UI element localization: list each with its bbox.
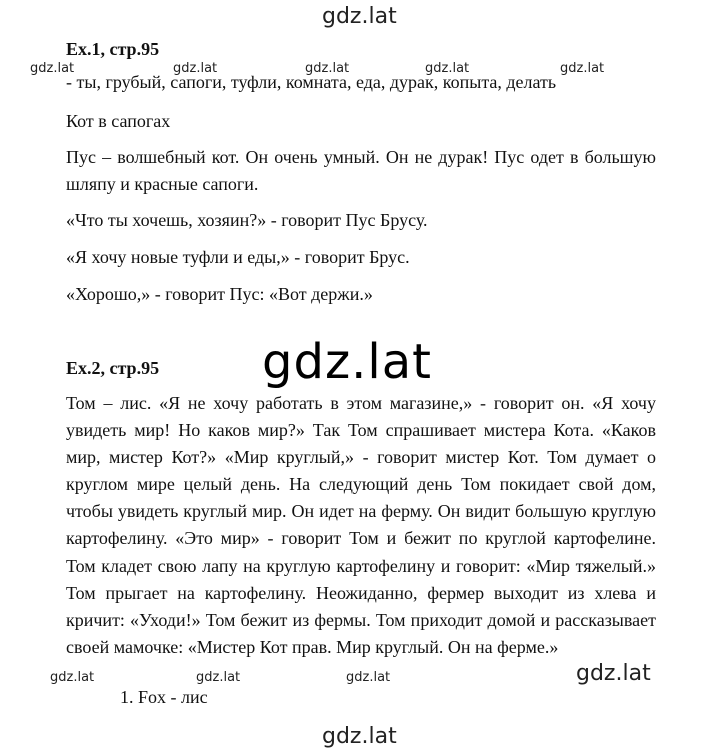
ex1-dialogue-line-3: «Хорошо,» - говорит Пус: «Вот держи.»	[66, 284, 373, 304]
ex2-heading: Ex.2, стр.95	[66, 358, 160, 378]
watermark-small: gdz.lat	[560, 61, 605, 76]
watermark-large: gdz.lat	[262, 334, 432, 390]
watermark-right: gdz.lat	[576, 661, 651, 686]
ex1-paragraph: Пус – волшебный кот. Он очень умный. Он не дурак! Пус одет в большую шляпу и красные сапоги.	[66, 147, 656, 195]
ex2-footnote: 1. Fox - лис	[120, 687, 208, 707]
ex1-story-title: Кот в сапогах	[66, 111, 171, 131]
watermark-small: gdz.lat	[173, 61, 218, 76]
ex2-paragraph: Том – лис. «Я не хочу работать в этом магазине,» - говорит он. «Я хочу увидеть мир! Но каков мир?» Так Том спрашивает мистера Кота. «Каков мир, мистер Кот?» «Мир круглый,» - говорит мистер Кот. Том думает о круглом мире целый день. На следующий день Том покидает свой дом, чтобы увидеть круглый мир. Он идет на ферму. Он видит большую круглую картофелину. «Это мир» - говорит Том и бежит по круглой картофелине. Том кладет свою лапу на круглую картофелину и говорит: «Мир тяжелый.» Том прыгает на картофелину. Неожиданно, фермер выходит из хлева и кричит: «Уходи!» Том бежит из фермы. Том приходит домой и рассказывает своей мамочке: «Мистер Кот прав. Мир круглый. Он на ферме.»	[66, 393, 656, 657]
ex1-dialogue-line-1: «Что ты хочешь, хозяин?» - говорит Пус Брусу.	[66, 210, 428, 230]
watermark-small: gdz.lat	[30, 61, 75, 76]
watermark-small: gdz.lat	[346, 670, 391, 685]
watermark-small: gdz.lat	[425, 61, 470, 76]
watermark-small: gdz.lat	[305, 61, 350, 76]
watermark-top: gdz.lat	[322, 4, 397, 29]
ex1-word-list: - ты, грубый, сапоги, туфли, комната, еда, дурак, копыта, делать	[66, 72, 557, 92]
watermark-small: gdz.lat	[196, 670, 241, 685]
watermark-small: gdz.lat	[50, 670, 95, 685]
ex1-heading: Ex.1, стр.95	[66, 39, 160, 59]
ex1-dialogue-line-2: «Я хочу новые туфли и еды,» - говорит Брус.	[66, 247, 410, 267]
watermark-bottom: gdz.lat	[322, 724, 397, 749]
